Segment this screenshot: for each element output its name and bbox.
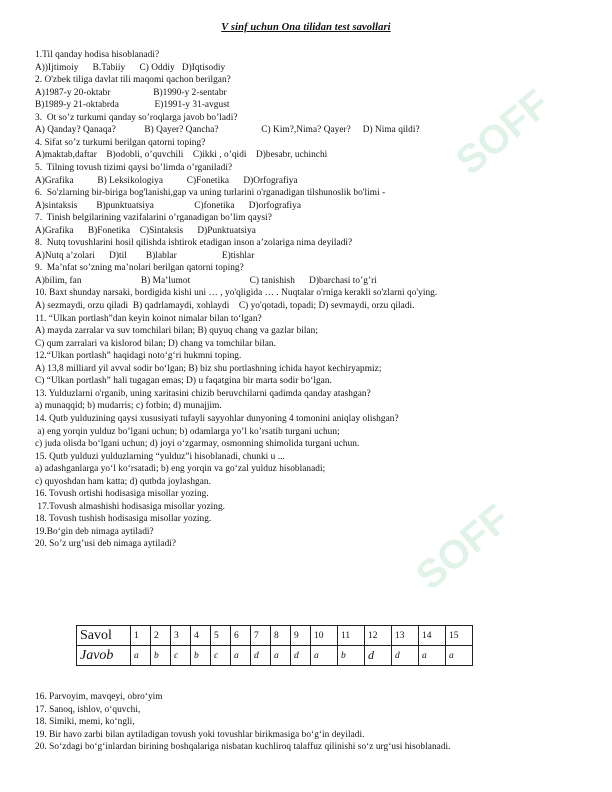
answer-cell: c: [211, 646, 231, 666]
answer-cell: d: [291, 646, 311, 666]
answer-note-line: 17. Sanoq, ishlov, o‘quvchi,: [35, 704, 141, 715]
question-line: A))Ijtimoiy B.Tabiiy C) Oddiy D)Iqtisodiy: [35, 62, 226, 73]
answer-note-line: 18. Simiki, memi, ko‘ngli,: [35, 717, 135, 727]
question-number-cell: 11: [338, 626, 365, 646]
answer-cell: a: [271, 646, 291, 666]
question-line: A) mayda zarralar va suv tomchilari bilan; B) quyuq chang va gazlar bilan;: [35, 326, 319, 337]
question-number-cell: 15: [446, 626, 473, 646]
answer-cell: b: [151, 646, 171, 666]
question-line: B)1989-y 21-oktabrda E)1991-y 31-avgust: [35, 100, 230, 111]
answer-note-line: 16. Parvoyim, mavqeyi, obro‘yim: [35, 692, 163, 702]
question-number-cell: 4: [191, 626, 211, 646]
question-line: 19.Bo‘gin deb nimaga aytiladi?: [35, 526, 154, 537]
answer-cell: a: [446, 646, 473, 666]
question-number-cell: 1: [131, 626, 151, 646]
question-number-cell: 10: [311, 626, 338, 646]
question-line: 7. Tinish belgilarining vazifalarini o’rganadigan bo’lim qaysi?: [35, 213, 272, 224]
answer-cell: d: [392, 646, 419, 666]
question-line: A)Nutq a’zolari D)til B)lablar E)tishlar: [35, 250, 255, 261]
answer-cell: a: [311, 646, 338, 666]
question-line: 2. O'zbek tiliga davlat tili maqomi qachon berilgan?: [35, 75, 231, 86]
question-number-cell: 12: [365, 626, 392, 646]
question-line: 8. Nutq tovushlarini hosil qilishda ishtirok etadigan inson a’zolariga nima deyiladi?: [35, 238, 353, 249]
answer-cell: c: [171, 646, 191, 666]
question-line: A) 13,8 milliard yil avval sodir bo‘lgan; B) biz shu portlashning ichida hayot kechiryapmiz;: [35, 363, 382, 374]
question-number-cell: 13: [392, 626, 419, 646]
question-number-cell: 7: [251, 626, 271, 646]
question-line: C) qum zarralari va kislorod bilan; D) chang va tomchilar bilan.: [35, 338, 276, 349]
question-line: 11. “Ulkan portlash”dan keyin koinot nimalar bilan to‘lgan?: [35, 313, 262, 324]
question-line: 13. Yulduzlarni o'rganib, uning xaritasini chizib beruvchilarni qadimda qanday atashgan?: [35, 388, 371, 399]
answer-cell: d: [251, 646, 271, 666]
question-line: a) munaqqid; b) mudarris; c) fotbin; d) munajjim.: [35, 401, 222, 412]
question-line: 5. Tilning tovush tizimi qaysi bo’limda o’rganiladi?: [35, 162, 233, 173]
answer-table-row-label: Javob: [77, 646, 131, 666]
question-line: c) juda olisda bo‘lgani uchun; d) joyi o‘zgarmay, osmonning shimolida turgani uchun.: [35, 439, 360, 450]
question-line: 16. Tovush ortishi hodisasiga misollar yozing.: [35, 489, 209, 500]
question-line: a) eng yorqin yulduz bo’lgani uchun; b) odamlarga yo’l ko’rsatib turgani uchun;: [35, 426, 340, 437]
answer-table-question-row: [77, 626, 473, 646]
answer-table-answer-row: [77, 646, 473, 666]
answer-note-line: 20. So‘zdagi bo‘g‘inlardan birining boshqalariga nisbatan kuchliroq talaffuz qilinishi so‘z urg‘usi hisoblanadi.: [35, 742, 451, 752]
question-line: 14. Qutb yulduzining qaysi xususiyati tufayli sayyohlar dunyoning 4 tomonini aniqlay olishgan?: [35, 413, 399, 424]
question-line: A)bilim, fan B) Ma’lumot C) tanishish D)barchasi to’g’ri: [35, 275, 377, 286]
answer-table-row-label: Savol: [77, 626, 131, 646]
answer-cell: b: [191, 646, 211, 666]
question-line: 6. So'zlarning bir-biriga bog'lanishi,gap va uning turlarini o'rganadigan tilshunoslik bo'limi -: [35, 188, 386, 199]
watermark-top: SOFF: [448, 81, 558, 184]
question-line: A)maktab,daftar B)odobli, o’quvchili C)ikki , o’qidi D)besabr, uchinchi: [35, 150, 328, 161]
answer-table: [76, 625, 473, 666]
question-line: A) sezmaydi, orzu qiladi B) qadrlamaydi, xohlaydi C) yo'qotadi, topadi; D) sevmaydi, orzu qiladi.: [35, 301, 415, 311]
question-line: 15. Qutb yulduzi yulduzlarning “yulduz”i hisoblanadi, chunki u ...: [35, 451, 285, 462]
question-line: 9. Ma’nfat so’zning ma’nolari berilgan qatorni toping?: [35, 263, 244, 274]
question-line: C) “Ulkan portlash” hali tugagan emas; D) u faqatgina bir marta sodir bo‘lgan.: [35, 376, 332, 387]
question-number-cell: 5: [211, 626, 231, 646]
question-line: 1.Til qanday hodisa hisoblanadi?: [35, 50, 160, 60]
question-number-cell: 6: [231, 626, 251, 646]
question-line: A)Grafika B)Fonetika C)Sintaksis D)Punktuatsiya: [35, 225, 256, 236]
question-line: 10. Baxt shunday narsaki, bordigida kishi uni … , yo'qligida … . Nuqtalar o'rniga kerakli so'zlarni qo'ying.: [35, 288, 438, 299]
question-line: c) quyoshdan ham katta; d) qutbda joylashgan.: [35, 476, 212, 487]
question-line: 3. Ot so’z turkumi qanday so’roqlarga javob bo’ladi?: [35, 112, 238, 123]
question-line: 20. So’z urg’usi deb nimaga aytiladi?: [35, 539, 177, 550]
question-line: 12.“Ulkan portlash” haqidagi noto‘g‘ri hukmni toping.: [35, 351, 242, 362]
question-number-cell: 8: [271, 626, 291, 646]
document-title: V sinf uchun Ona tilidan test savollari: [221, 22, 391, 33]
question-line: 18. Tovush tushish hodisasiga misollar yozing.: [35, 514, 212, 525]
question-line: a) adashganlarga yo‘l ko‘rsatadi; b) eng yorqin va go‘zal yulduz hisoblanadi;: [35, 464, 326, 475]
watermark-middle: SOFF: [408, 496, 518, 599]
answer-note-line: 19. Bir havo zarbi bilan aytiladigan tovush yoki tovushlar birikmasiga bo‘g‘in deyiladi.: [35, 729, 365, 740]
question-line: 17.Tovush almashishi hodisasiga misollar yozing.: [35, 501, 226, 512]
answer-cell: d: [365, 646, 392, 666]
answer-cell: a: [131, 646, 151, 666]
question-line: A) Qanday? Qanaqa? B) Qayer? Qancha? C) Kim?,Nima? Qayer? D) Nima qildi?: [35, 125, 420, 136]
question-line: A)sintaksis B)punktuatsiya C)fonetika D)orfografiya: [35, 200, 302, 211]
answer-cell: a: [231, 646, 251, 666]
answer-cell: b: [338, 646, 365, 666]
question-line: 4. Sifat so’z turkumi berilgan qatorni toping?: [35, 137, 206, 148]
answer-cell: a: [419, 646, 446, 666]
question-line: A)1987-y 20-oktabr B)1990-y 2-sentabr: [35, 87, 227, 98]
question-number-cell: 9: [291, 626, 311, 646]
question-line: A)Grafika B) Leksikologiya C)Fonetika D)Orfografiya: [35, 175, 298, 186]
question-number-cell: 14: [419, 626, 446, 646]
question-number-cell: 2: [151, 626, 171, 646]
question-number-cell: 3: [171, 626, 191, 646]
